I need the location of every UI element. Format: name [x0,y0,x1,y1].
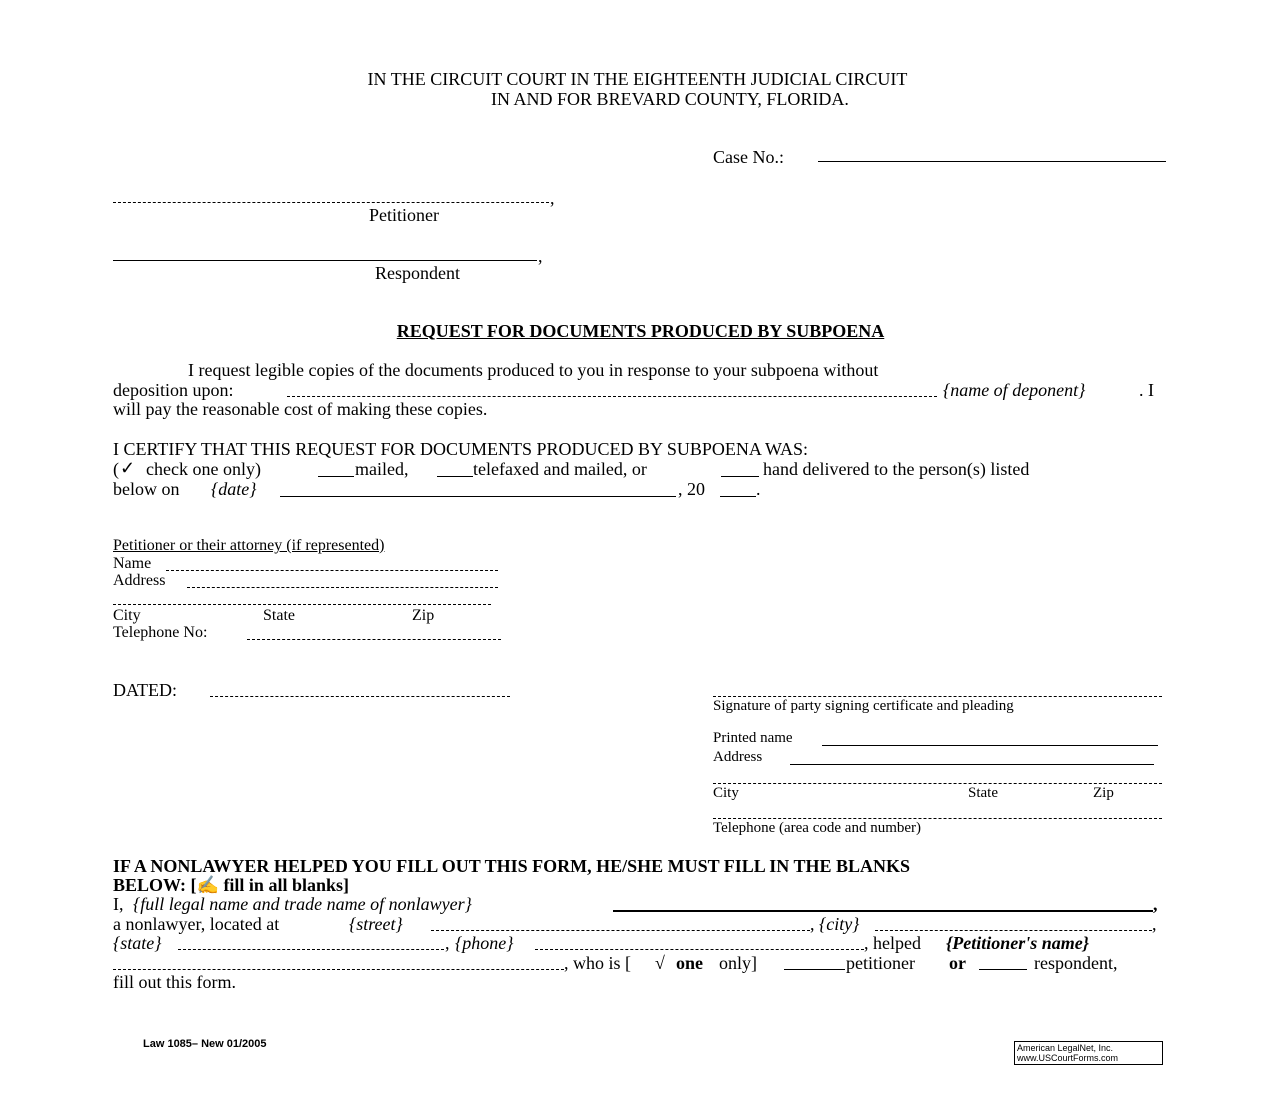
nl-respondent-label: respondent, [1034,953,1118,973]
year-prefix: , 20 [678,479,705,499]
publisher-box [1014,1041,1163,1065]
respondent-comma: , [538,246,543,266]
request-line3: will pay the reasonable cost of making these copies. [113,399,488,419]
opt-mailed: mailed, [355,459,409,479]
mailed-checkbox[interactable] [318,476,354,477]
nl-street-comma: , [810,914,815,934]
check-mark-icon: ✓ [120,458,136,478]
certify-line1: I CERTIFY THAT THIS REQUEST FOR DOCUMENTS PRODUCED BY SUBPOENA WAS: [113,439,809,459]
hand-delivered-checkbox[interactable] [721,476,759,477]
dated-label: DATED: [113,680,177,700]
telefaxed-checkbox[interactable] [437,476,473,477]
document-title: REQUEST FOR DOCUMENTS PRODUCED BY SUBPOENA [396,321,885,341]
nl-petitioner-checkbox[interactable] [784,969,845,970]
nl-city-field[interactable] [875,930,1152,931]
deponent-name-field[interactable] [287,396,937,397]
pb-telephone-label: Telephone No: [113,624,208,641]
nl-phone-hint: {phone} [455,933,514,953]
nl-check-icon: √ [655,953,665,973]
signature-label: Signature of party signing certificate and pleading [713,698,1014,714]
sb-city-label: City [713,785,739,801]
publisher-name: American LegalNet, Inc. [1017,1043,1114,1053]
petitioner-block-heading: Petitioner or their attorney (if represented) [113,537,385,554]
request-line2-prefix: deposition upon: [113,380,234,400]
sb-address-label: Address [713,749,763,765]
petitioner-name-field[interactable] [113,202,549,203]
nl-one: one [676,953,703,973]
pb-telephone-field[interactable] [247,639,501,640]
year-field[interactable] [720,496,756,497]
pb-address-label: Address [113,572,166,589]
respondent-name-field[interactable] [113,260,537,261]
petitioner-comma: , [550,188,555,208]
nl-last-line: fill out this form. [113,972,236,992]
sb-address-field[interactable] [790,764,1154,765]
request-line1: I request legible copies of the documents produced to you in response to your subpoena without [188,360,879,380]
case-number-field[interactable] [818,161,1166,162]
pen-icon: ✍ [196,875,219,895]
court-header-line2: IN AND FOR BREVARD COUNTY, FLORIDA. [491,89,849,109]
check-open-paren: ( [113,459,119,479]
case-number-label: Case No.: [713,147,784,167]
date-hint: {date} [211,479,257,499]
pb-zip-label: Zip [412,607,435,624]
nl-state-comma: , [445,933,450,953]
nl-phone-field[interactable] [535,949,864,950]
nl-petitioner-name-field[interactable] [113,969,564,970]
nl-name-field[interactable] [613,910,1153,912]
nl-respondent-checkbox[interactable] [979,969,1027,970]
nl-name-hint: {full legal name and trade name of nonlawyer} [133,894,472,914]
pb-address-field[interactable] [187,587,498,588]
nl-petitioner-name-hint: {Petitioner's name} [946,933,1090,953]
signature-field[interactable] [713,696,1162,697]
sb-address2-field[interactable] [713,783,1162,784]
nonlawyer-heading2: BELOW: [✍ fill in all blanks] [113,875,349,895]
below-on: below on [113,479,180,499]
nl-who-is: , who is [ [564,953,631,973]
nonlawyer-heading1: IF A NONLAWYER HELPED YOU FILL OUT THIS FORM, HE/SHE MUST FILL IN THE BLANKS [113,856,911,876]
nl-only: only] [719,953,757,973]
nl-street-field[interactable] [431,930,810,931]
pb-city-label: City [113,607,141,624]
nl-line1-prefix: I, [113,894,124,914]
nl-state-hint: {state} [113,933,162,953]
dated-field[interactable] [210,696,510,697]
opt-hand-delivered: hand delivered to the person(s) listed [763,459,1030,479]
nl-line2-prefix: a nonlawyer, located at [113,914,280,934]
nl-name-comma: , [1153,894,1158,914]
sb-state-label: State [968,785,998,801]
nl-state-field[interactable] [178,949,444,950]
sb-zip-label: Zip [1093,785,1114,801]
nl-or: or [949,953,966,973]
nl-street-hint: {street} [349,914,403,934]
certify-date-field[interactable] [280,496,676,497]
nl-petitioner-label: petitioner [846,953,915,973]
publisher-url: www.USCourtForms.com [1017,1053,1119,1063]
request-line2-suffix: . I [1139,380,1154,400]
respondent-label: Respondent [375,263,460,283]
check-instruction: check one only) [146,459,261,479]
sb-telephone-field[interactable] [713,818,1162,819]
nl-city-comma: , [1152,914,1157,934]
court-header-line1: IN THE CIRCUIT COURT IN THE EIGHTEENTH JUDICIAL CIRCUIT [367,69,908,89]
pb-name-label: Name [113,555,152,572]
opt-telefaxed: telefaxed and mailed, or [473,459,647,479]
sb-printed-name-field[interactable] [822,745,1158,746]
form-id: Law 1085– New 01/2005 [143,1038,267,1050]
pb-address2-field[interactable] [113,604,491,605]
petitioner-label: Petitioner [369,205,439,225]
deponent-hint: {name of deponent} [943,380,1086,400]
sb-printed-name-label: Printed name [713,730,793,746]
certify-period: . [756,479,761,499]
pb-name-field[interactable] [166,570,498,571]
nl-city-hint: {city} [819,914,860,934]
sb-telephone-label: Telephone (area code and number) [713,820,922,836]
nl-helped: , helped [864,933,921,953]
pb-state-label: State [263,607,295,624]
